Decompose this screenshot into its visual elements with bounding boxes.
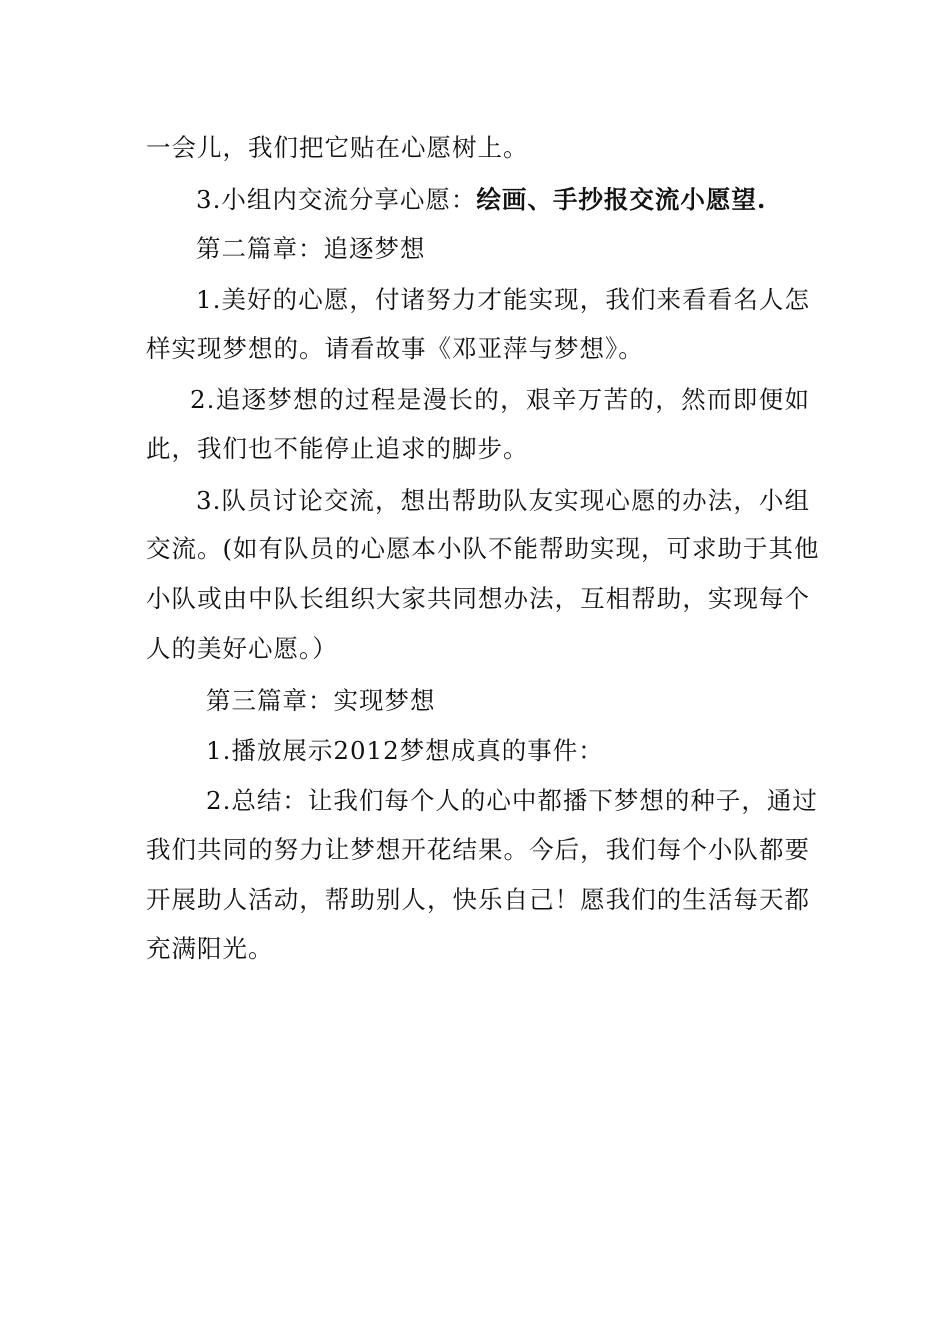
paragraph-line: 小队或由中队长组织大家共同想办法，互相帮助，实现每个 bbox=[146, 584, 810, 613]
paragraph-line: 3.队员讨论交流，想出帮助队友实现心愿的办法，小组 bbox=[196, 486, 810, 515]
bold-highlight: 绘画、手抄报交流小愿望. bbox=[476, 185, 767, 214]
paragraph-line: 2.追逐梦想的过程是漫长的，艰辛万苦的，然而即便如 bbox=[190, 385, 810, 414]
paragraph-line: 样实现梦想的。请看故事《邓亚萍与梦想》。 bbox=[146, 334, 644, 363]
paragraph-line: 开展助人活动，帮助别人，快乐自己！愿我们的生活每天都 bbox=[146, 885, 810, 914]
paragraph-line bbox=[196, 180, 810, 220]
paragraph-line: 我们共同的努力让梦想开花结果。今后，我们每个小队都要 bbox=[146, 835, 810, 864]
paragraph-line: 充满阳光。 bbox=[146, 934, 274, 963]
paragraph-line: 人的美好心愿。） bbox=[146, 634, 338, 663]
paragraph-line: 此，我们也不能停止追求的脚步。 bbox=[146, 434, 529, 463]
paragraph-line: 1.播放展示2012梦想成真的事件： bbox=[206, 736, 604, 765]
paragraph-line: 交流。(如有队员的心愿本小队不能帮助实现，可求助于其他 bbox=[146, 534, 820, 563]
paragraph-line: 1.美好的心愿，付诸努力才能实现，我们来看看名人怎 bbox=[196, 285, 810, 314]
paragraph-line: 一会儿，我们把它贴在心愿树上。 bbox=[146, 133, 529, 162]
paragraph-line: 2.总结：让我们每个人的心中都播下梦想的种子，通过 bbox=[206, 786, 818, 815]
chapter-heading: 第二篇章：追逐梦想 bbox=[196, 234, 426, 263]
step-label: 3.小组内交流分享心愿： bbox=[196, 185, 477, 214]
chapter-heading: 第三篇章：实现梦想 bbox=[206, 686, 436, 715]
